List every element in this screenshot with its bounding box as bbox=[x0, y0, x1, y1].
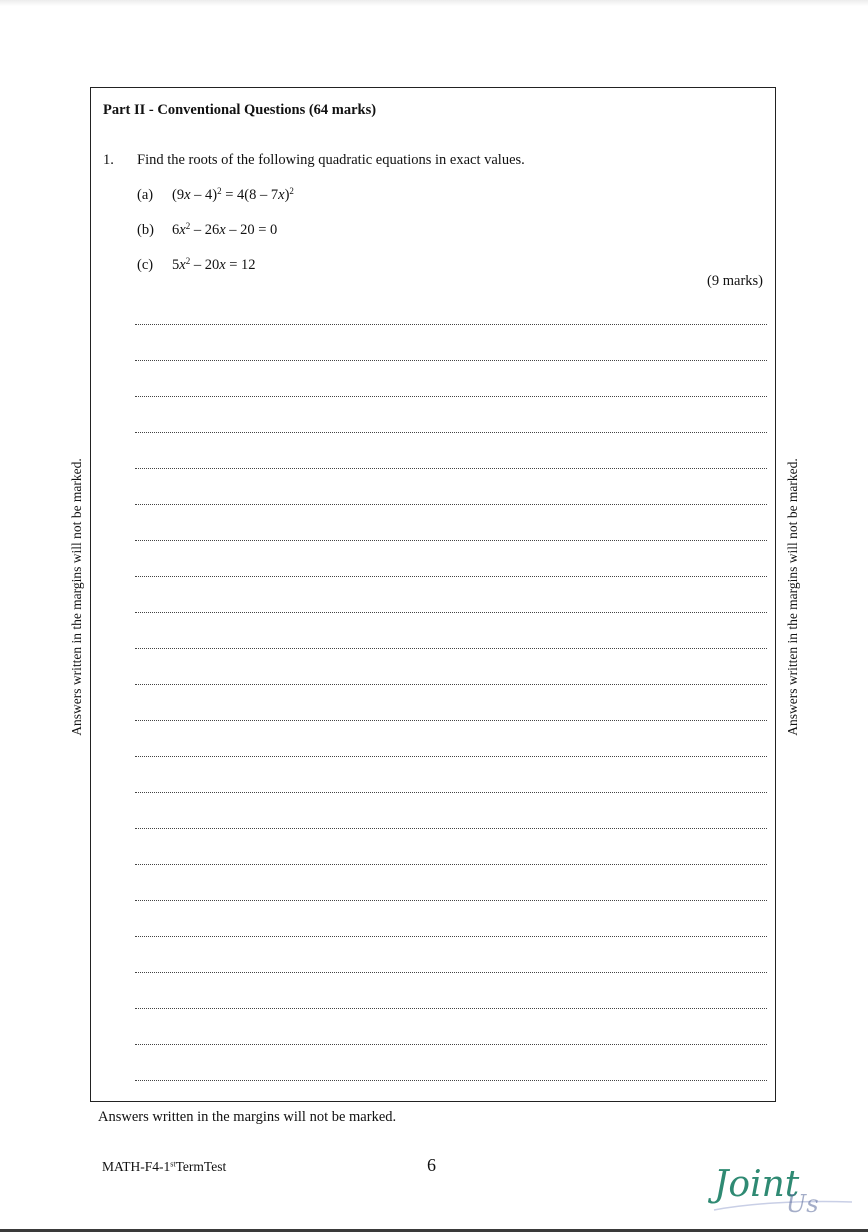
equation: $6x^2 - 26x - 20 = 0$ bbox=[172, 221, 278, 238]
answer-frame bbox=[90, 87, 776, 1102]
answer-line[interactable] bbox=[135, 612, 767, 613]
answer-line[interactable] bbox=[135, 864, 767, 865]
answer-line[interactable] bbox=[135, 900, 767, 901]
sub-question-b bbox=[137, 222, 277, 239]
bottom-margin-note: Answers written in the margins will not be marked. bbox=[98, 1109, 397, 1125]
left-margin-note: Answers written in the margins will not be marked. bbox=[69, 458, 84, 736]
sub-question-label: (c) bbox=[137, 257, 154, 273]
answer-line[interactable] bbox=[135, 720, 767, 721]
answer-line[interactable] bbox=[135, 576, 767, 577]
logo-text-main: Joint bbox=[714, 1164, 800, 1205]
equation: $5x^2 - 20x = 12$ bbox=[172, 256, 256, 273]
sub-question-label: (a) bbox=[137, 187, 154, 203]
answer-line[interactable] bbox=[135, 1080, 767, 1081]
question-text: Find the roots of the following quadratic equations in exact values. bbox=[137, 152, 525, 168]
question-number: 1. bbox=[103, 152, 114, 168]
answer-line[interactable] bbox=[135, 540, 767, 541]
answer-line[interactable] bbox=[135, 648, 767, 649]
answer-line[interactable] bbox=[135, 792, 767, 793]
answer-line[interactable] bbox=[135, 972, 767, 973]
part-title: Part II - Conventional Questions (64 marks) bbox=[103, 102, 377, 118]
answer-line[interactable] bbox=[135, 936, 767, 937]
marks-allocation: (9 marks) bbox=[707, 273, 763, 289]
sub-question-c bbox=[137, 257, 256, 274]
page-top-shadow bbox=[0, 0, 868, 6]
answer-line[interactable] bbox=[135, 396, 767, 397]
answer-line[interactable] bbox=[135, 432, 767, 433]
right-margin-note: Answers written in the margins will not be marked. bbox=[785, 458, 800, 736]
answer-line[interactable] bbox=[135, 684, 767, 685]
answer-line[interactable] bbox=[135, 504, 767, 505]
answer-line[interactable] bbox=[135, 324, 767, 325]
answer-line[interactable] bbox=[135, 756, 767, 757]
sub-question-a bbox=[137, 187, 294, 204]
jointus-logo bbox=[706, 1160, 856, 1216]
answer-line[interactable] bbox=[135, 468, 767, 469]
answer-line[interactable] bbox=[135, 360, 767, 361]
footer-code-superscript: st bbox=[170, 1159, 176, 1169]
logo-text-sub: Us bbox=[786, 1190, 819, 1216]
footer-code bbox=[102, 1159, 226, 1175]
answer-line[interactable] bbox=[135, 1008, 767, 1009]
page-number: 6 bbox=[427, 1155, 436, 1175]
footer-code-prefix: MATH-F4-1 bbox=[102, 1159, 171, 1174]
footer-code-suffix: TermTest bbox=[175, 1159, 227, 1174]
answer-line[interactable] bbox=[135, 828, 767, 829]
answer-line[interactable] bbox=[135, 1044, 767, 1045]
equation: (9x – 4)$^2$ = 4(8 – 7x)$^2$ bbox=[172, 186, 294, 203]
sub-question-label: (b) bbox=[137, 222, 154, 238]
